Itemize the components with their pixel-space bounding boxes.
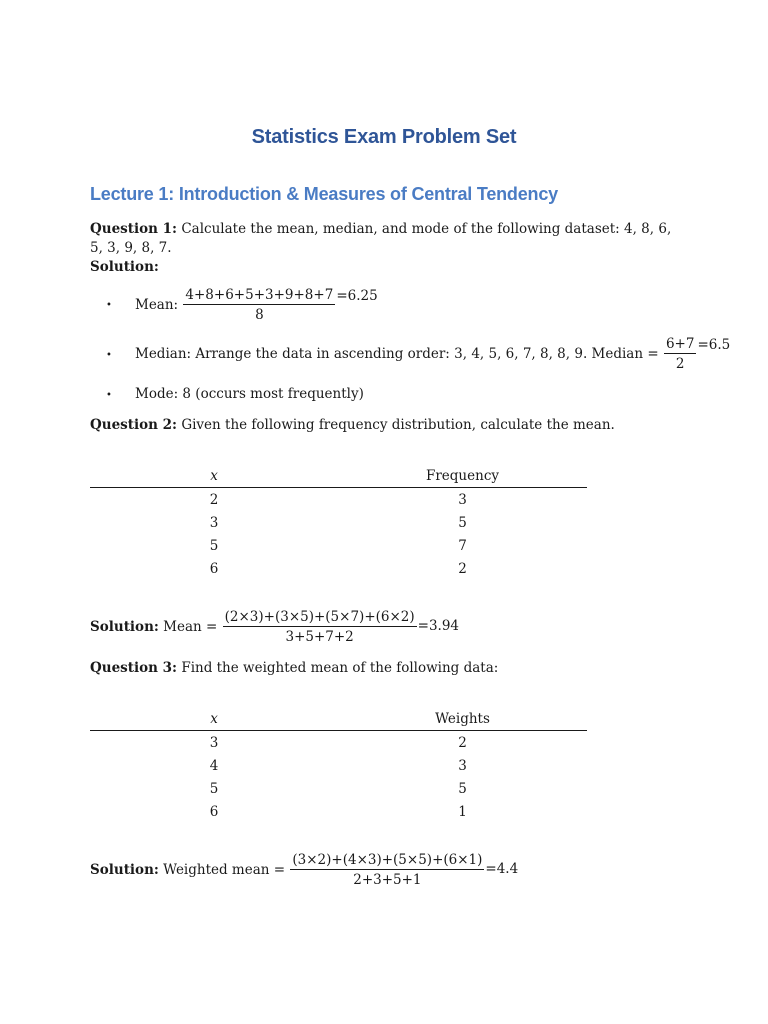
table-header-row (90, 708, 587, 731)
column-header-weights: Weights (338, 708, 587, 731)
question-1 (90, 220, 680, 277)
table-row (90, 557, 587, 580)
question-2-result: =3.94 (417, 618, 460, 634)
mean-numerator: 4+8+6+5+3+9+8+7 (185, 287, 334, 303)
question-2-denominator: 3+5+7+2 (285, 629, 354, 645)
table-row (90, 488, 587, 512)
table-cell: 2 (209, 491, 219, 508)
column-header-frequency: Frequency (338, 465, 587, 488)
table-cell: 3 (209, 734, 219, 751)
table-cell: 2 (458, 734, 467, 751)
median-fraction (664, 336, 697, 372)
table-cell: 3 (209, 514, 219, 531)
median-denominator: 2 (675, 356, 685, 372)
bullet-dot: • (106, 390, 112, 401)
mean-result: =6.25 (336, 288, 378, 304)
bullet-dot: • (106, 350, 112, 361)
question-3-label: Question 3: (90, 660, 178, 676)
lecture-heading: Lecture 1: Introduction & Measures of Central Tendency (90, 184, 558, 204)
table-cell: 3 (458, 757, 467, 774)
mode-bullet: Mode: 8 (occurs most frequently) (135, 386, 364, 402)
table-row (90, 754, 587, 777)
table-cell: 1 (458, 803, 467, 820)
question-2-solution-label: Solution: (90, 619, 159, 635)
question-1-solution-label: Solution: (90, 259, 159, 275)
question-3 (90, 660, 498, 676)
bullet-dot: • (106, 300, 112, 311)
question-3-fraction (290, 852, 484, 888)
question-1-text: Calculate the mean, median, and mode of the following dataset: 4, 8, 6, 5, 3, 9, 8, 7. (90, 221, 672, 256)
table-row (90, 731, 587, 755)
question-3-denominator: 2+3+5+1 (353, 872, 422, 888)
median-numerator: 6+7 (665, 336, 695, 352)
question-3-solution (90, 852, 518, 888)
weights-table (90, 708, 587, 823)
question-2-numerator: (2×3)+(3×5)+(5×7)+(6×2) (224, 609, 415, 625)
question-2 (90, 417, 615, 433)
median-result: =6.5 (697, 337, 731, 353)
question-2-text: Given the following frequency distribution, calculate the mean. (177, 417, 615, 433)
column-header-x: x (90, 708, 338, 731)
table-cell: 5 (458, 780, 467, 797)
frequency-table (90, 465, 587, 580)
mean-bullet (135, 287, 378, 323)
question-2-label: Question 2: (90, 417, 178, 433)
table-cell: 5 (209, 780, 219, 797)
table-cell: 6 (209, 560, 219, 577)
question-3-numerator: (3×2)+(4×3)+(5×5)+(6×1) (292, 852, 483, 868)
mean-prefix: Mean: (135, 297, 183, 313)
median-prefix: Median: Arrange the data in ascending order: 3, 4, 5, 6, 7, 8, 8, 9. Median = (135, 346, 663, 362)
column-header-x: x (90, 465, 338, 488)
page-title: Statistics Exam Problem Set (251, 126, 517, 148)
question-3-solution-prefix: Weighted mean = (158, 862, 290, 878)
table-cell: 7 (458, 537, 467, 554)
question-3-text: Find the weighted mean of the following data: (177, 660, 499, 676)
table-row (90, 511, 587, 534)
table-cell: 4 (209, 757, 219, 774)
table-header-row (90, 465, 587, 488)
question-2-solution (90, 609, 459, 645)
question-2-solution-prefix: Mean = (158, 619, 222, 635)
table-cell: 5 (209, 537, 219, 554)
mean-fraction (183, 287, 335, 323)
table-row (90, 534, 587, 557)
table-row (90, 777, 587, 800)
question-1-label: Question 1: (90, 221, 178, 237)
mean-denominator: 8 (255, 307, 264, 323)
question-2-fraction (223, 609, 417, 645)
table-cell: 5 (458, 514, 467, 531)
question-3-result: =4.4 (485, 861, 519, 877)
question-3-solution-label: Solution: (90, 862, 159, 878)
table-row (90, 800, 587, 823)
median-bullet (135, 336, 730, 372)
table-cell: 3 (458, 491, 467, 508)
table-cell: 6 (209, 803, 219, 820)
table-cell: 2 (458, 560, 467, 577)
